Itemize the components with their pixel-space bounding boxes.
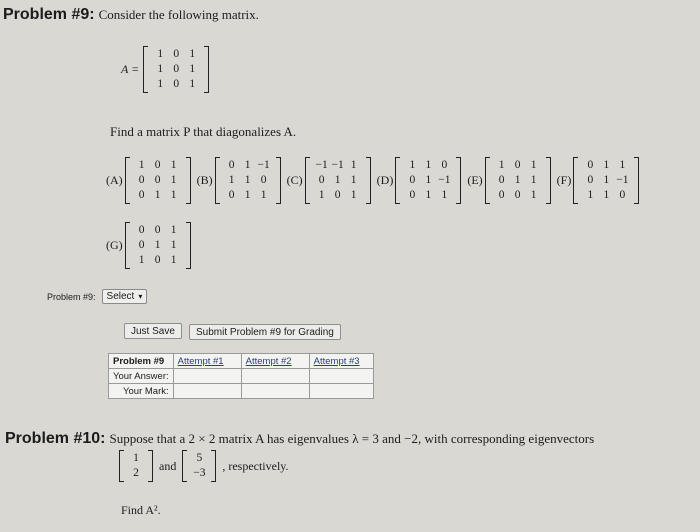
option-matrix-entry: 1	[603, 189, 610, 201]
option-matrix-entry: 1	[170, 239, 177, 251]
vec1-entry: 1	[133, 452, 139, 464]
vec1-entry: 2	[133, 467, 139, 479]
option-matrix-entry: 1	[619, 159, 626, 171]
attempts-table	[108, 353, 374, 399]
option-c	[287, 157, 371, 204]
option-matrix-entry: 1	[244, 159, 251, 171]
matrix-a-entry: 0	[173, 78, 180, 90]
attempt-2-link[interactable]: Attempt #2	[241, 354, 309, 369]
problem-9-title: Problem #9:	[3, 6, 95, 23]
option-matrix-entry: 0	[409, 189, 416, 201]
option-matrix-entry: 1	[170, 159, 177, 171]
option-matrix-entry: 0	[154, 254, 161, 266]
option-g	[106, 222, 191, 269]
vec2-entry: 5	[196, 452, 203, 464]
attempt-1-mark	[173, 384, 241, 399]
option-matrix-entry: 0	[228, 189, 235, 201]
option-matrix-entry: 1	[425, 159, 432, 171]
option-matrix	[305, 157, 371, 204]
problem-9-statement: Consider the following matrix.	[98, 7, 259, 22]
attempt-1-link[interactable]: Attempt #1	[173, 354, 241, 369]
option-matrix	[125, 222, 191, 269]
just-save-button[interactable]: Just Save	[124, 323, 182, 339]
option-b	[197, 157, 281, 204]
option-matrix-entry: 1	[514, 174, 521, 186]
problem-9-heading	[3, 6, 259, 24]
option-matrix-entry: 0	[154, 159, 161, 171]
option-matrix-entry: 1	[350, 159, 357, 171]
option-matrix-entry: −1	[331, 159, 344, 171]
option-matrix-entry: 1	[587, 189, 594, 201]
option-label: (B)	[196, 173, 213, 187]
matrix-a-entry: 1	[157, 78, 164, 90]
option-matrix-entry: 1	[154, 239, 161, 251]
option-label: (D)	[376, 173, 394, 187]
attempts-table-header: Problem #9	[109, 354, 174, 369]
eigenvector-2	[182, 450, 216, 482]
option-matrix-entry: 0	[514, 159, 521, 171]
attempt-1-answer	[173, 369, 241, 384]
option-matrix-entry: 1	[498, 159, 505, 171]
option-matrix-entry: 1	[228, 174, 235, 186]
option-matrix-entry: 1	[170, 189, 177, 201]
option-matrix-entry: 1	[530, 189, 537, 201]
option-matrix-entry: 0	[619, 189, 626, 201]
vec2-entry: −3	[193, 467, 206, 479]
attempt-3-mark	[309, 384, 373, 399]
option-matrix	[485, 157, 551, 204]
chevron-down-icon: ▾	[138, 292, 143, 301]
option-matrix-entry: 1	[425, 174, 432, 186]
option-matrix-entry: 0	[498, 174, 505, 186]
option-matrix-entry: −1	[616, 174, 629, 186]
matrix-a-block	[121, 46, 209, 93]
option-matrix-entry: 1	[334, 174, 341, 186]
option-matrix-entry: 1	[244, 189, 251, 201]
respectively-text: , respectively.	[222, 458, 289, 473]
option-matrix-entry: 1	[530, 174, 537, 186]
eigenvector-1	[119, 450, 153, 482]
problem-10-title: Problem #10:	[5, 430, 106, 447]
option-matrix-entry: 1	[603, 159, 610, 171]
option-matrix-entry: 1	[350, 189, 357, 201]
option-matrix-entry: 0	[138, 174, 145, 186]
submit-button[interactable]: Submit Problem #9 for Grading	[189, 324, 341, 340]
option-matrix-entry: 0	[318, 174, 325, 186]
option-matrix-entry: 0	[138, 239, 145, 251]
option-matrix-entry: −1	[257, 159, 270, 171]
option-label: (A)	[106, 173, 123, 187]
option-matrix-entry: 0	[587, 159, 594, 171]
option-matrix-entry: 1	[244, 174, 251, 186]
matrix-a-entry: 1	[189, 78, 196, 90]
your-answer-label: Your Answer:	[109, 369, 174, 384]
option-matrix-entry: 1	[170, 254, 177, 266]
attempt-3-answer	[309, 369, 373, 384]
problem-10-question: Find A².	[121, 503, 161, 517]
option-label: (E)	[467, 173, 483, 187]
option-matrix-entry: 0	[260, 174, 267, 186]
options-row	[106, 157, 639, 204]
matrix-a-entry: 1	[157, 48, 164, 60]
eigenvectors-row	[119, 450, 289, 482]
option-matrix	[395, 157, 461, 204]
problem-10-statement: Suppose that a 2 × 2 matrix A has eigenvalues λ = 3 and −2, with corresponding eigenvectors	[109, 431, 595, 446]
option-e	[467, 157, 550, 204]
option-matrix-entry: 0	[154, 224, 161, 236]
option-matrix-entry: −1	[315, 159, 328, 171]
attempt-3-link[interactable]: Attempt #3	[309, 354, 373, 369]
matrix-a	[143, 46, 209, 93]
option-matrix-entry: 0	[154, 174, 161, 186]
problem-9-question: Find a matrix P that diagonalizes A.	[110, 124, 297, 139]
answer-row	[47, 289, 147, 304]
option-matrix-entry: 1	[154, 189, 161, 201]
option-matrix-entry: 0	[498, 189, 505, 201]
option-matrix-entry: 1	[260, 189, 267, 201]
matrix-a-entry: 0	[173, 63, 180, 75]
option-matrix-entry: 0	[409, 174, 416, 186]
option-matrix-entry: 1	[530, 159, 537, 171]
select-value: Select	[106, 291, 135, 302]
your-mark-label: Your Mark:	[109, 384, 174, 399]
option-matrix-entry: 0	[228, 159, 235, 171]
option-matrix-entry: 1	[425, 189, 432, 201]
option-matrix-entry: 1	[170, 174, 177, 186]
attempt-2-mark	[241, 384, 309, 399]
option-matrix-entry: 0	[334, 189, 341, 201]
option-label: (C)	[286, 173, 303, 187]
option-matrix-entry: 1	[409, 159, 416, 171]
option-matrix-entry: 0	[514, 189, 521, 201]
options-row-2	[106, 222, 191, 269]
option-matrix-entry: 1	[138, 159, 145, 171]
option-label: (F)	[556, 173, 572, 187]
attempt-2-answer	[241, 369, 309, 384]
answer-label: Problem #9:	[47, 291, 96, 302]
option-f	[557, 157, 640, 204]
and-text: and	[159, 458, 177, 473]
option-label: (G)	[106, 238, 123, 252]
option-matrix	[215, 157, 281, 204]
option-matrix-entry: 1	[350, 174, 357, 186]
option-matrix-entry: 0	[138, 224, 145, 236]
problem-10-heading	[5, 430, 594, 448]
matrix-a-entry: 1	[189, 48, 196, 60]
option-matrix-entry: −1	[438, 174, 451, 186]
option-matrix-entry: 1	[318, 189, 325, 201]
option-a	[106, 157, 191, 204]
matrix-a-entry: 0	[173, 48, 180, 60]
option-matrix-entry: 0	[138, 189, 145, 201]
matrix-a-entry: 1	[157, 63, 164, 75]
option-matrix-entry: 1	[170, 224, 177, 236]
matrix-a-name: A =	[121, 62, 140, 76]
option-matrix-entry: 1	[603, 174, 610, 186]
option-matrix-entry: 1	[441, 189, 448, 201]
option-matrix-entry: 0	[587, 174, 594, 186]
option-matrix-entry: 1	[138, 254, 145, 266]
option-d	[377, 157, 462, 204]
option-matrix-entry: 0	[441, 159, 448, 171]
option-matrix	[125, 157, 191, 204]
answer-select[interactable]	[102, 289, 148, 304]
matrix-a-entry: 1	[189, 63, 196, 75]
option-matrix	[573, 157, 639, 204]
